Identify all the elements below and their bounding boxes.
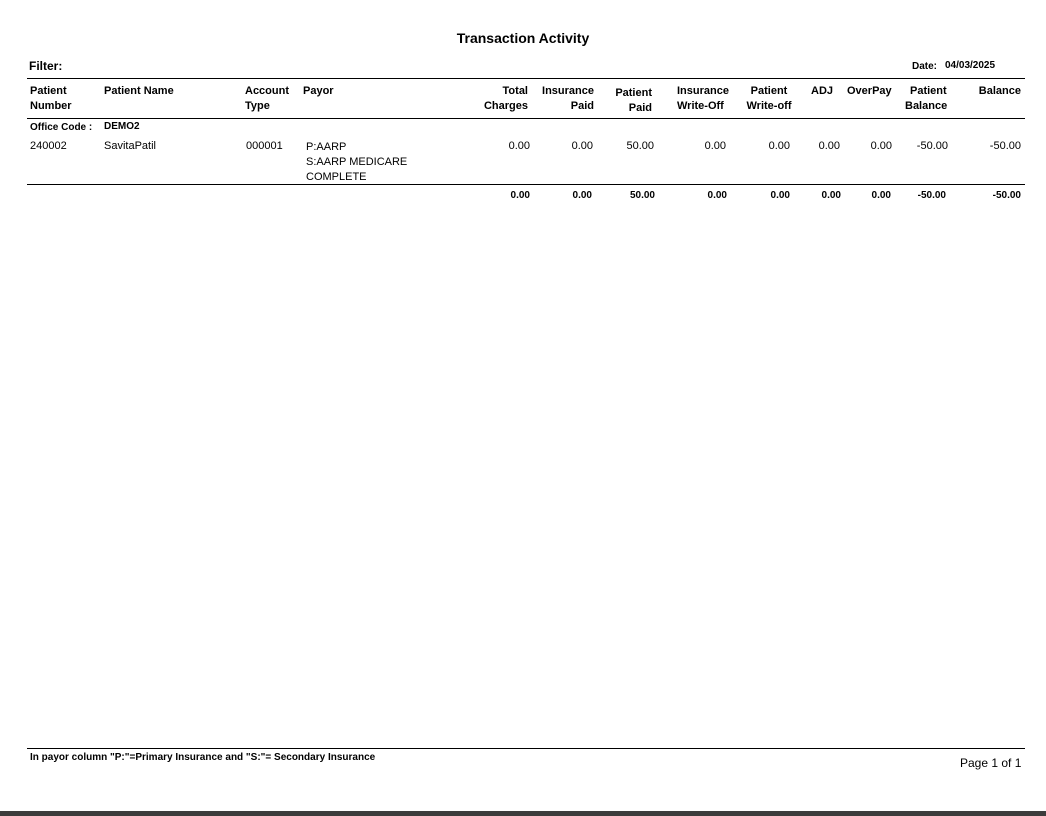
page-number: Page 1 of 1 [960,756,1022,770]
total-patient-write-off: 0.00 [770,190,790,201]
total-insurance-write-off: 0.00 [707,190,727,201]
viewer-bottom-bar [0,811,1046,816]
insurance-paid: 0.00 [571,140,593,152]
office-code-value: DEMO2 [104,121,140,132]
header-top-rule [27,78,1025,79]
patient-number: 240002 [30,140,67,152]
total-total-charges: 0.00 [510,190,530,201]
col-patient-paid: Patient Paid [615,87,652,114]
total-patient-paid: 50.00 [629,190,655,201]
total-patient-balance: -50.00 [917,190,946,201]
payor [306,140,407,185]
total-balance: -50.00 [992,190,1021,201]
col-patient-number: Patient Number [30,85,72,112]
payor-line: COMPLETE [306,171,367,183]
total-insurance-paid: 0.00 [572,190,592,201]
total-charges: 0.00 [508,140,530,152]
patient-name: SavitaPatil [104,140,156,152]
insurance-write-off: 0.00 [704,140,726,152]
footer-note: In payor column "P:"=Primary Insurance and "S:"= Secondary Insurance [30,752,376,763]
payor-line: S:AARP MEDICARE [306,156,408,168]
col-patient-balance: Patient Balance [905,85,948,112]
col-overpay: OverPay [847,85,892,97]
total-adj: 0.00 [821,190,841,201]
overpay: 0.00 [870,140,892,152]
col-payor: Payor [303,85,334,97]
col-insurance-paid: Insurance Paid [542,85,594,112]
col-patient-name: Patient Name [104,85,174,97]
col-balance: Balance [978,85,1021,97]
office-code-label: Office Code : [30,122,93,133]
header-bottom-rule [27,118,1025,119]
adj: 0.00 [818,140,840,152]
patient-paid: 50.00 [626,140,654,152]
col-total-charges: Total Charges [483,85,528,112]
account-type: 000001 [246,140,283,152]
col-patient-write-off: Patient Write-off [746,85,792,112]
date-label: Date: [912,61,938,72]
footer-rule [27,748,1025,749]
patient-write-off: 0.00 [768,140,790,152]
report-title: Transaction Activity [456,30,590,46]
payor-line: P:AARP [306,141,347,153]
date-value: 04/03/2025 [945,60,996,71]
patient-balance: -50.00 [916,140,948,152]
filter-label: Filter: [29,59,63,73]
balance: -50.00 [989,140,1021,152]
col-adj: ADJ [811,85,834,97]
col-account-type: Account Type [245,85,289,112]
col-insurance-write-off: Insurance Write-Off [677,85,729,112]
total-overpay: 0.00 [871,190,891,201]
totals-rule [27,184,1025,185]
